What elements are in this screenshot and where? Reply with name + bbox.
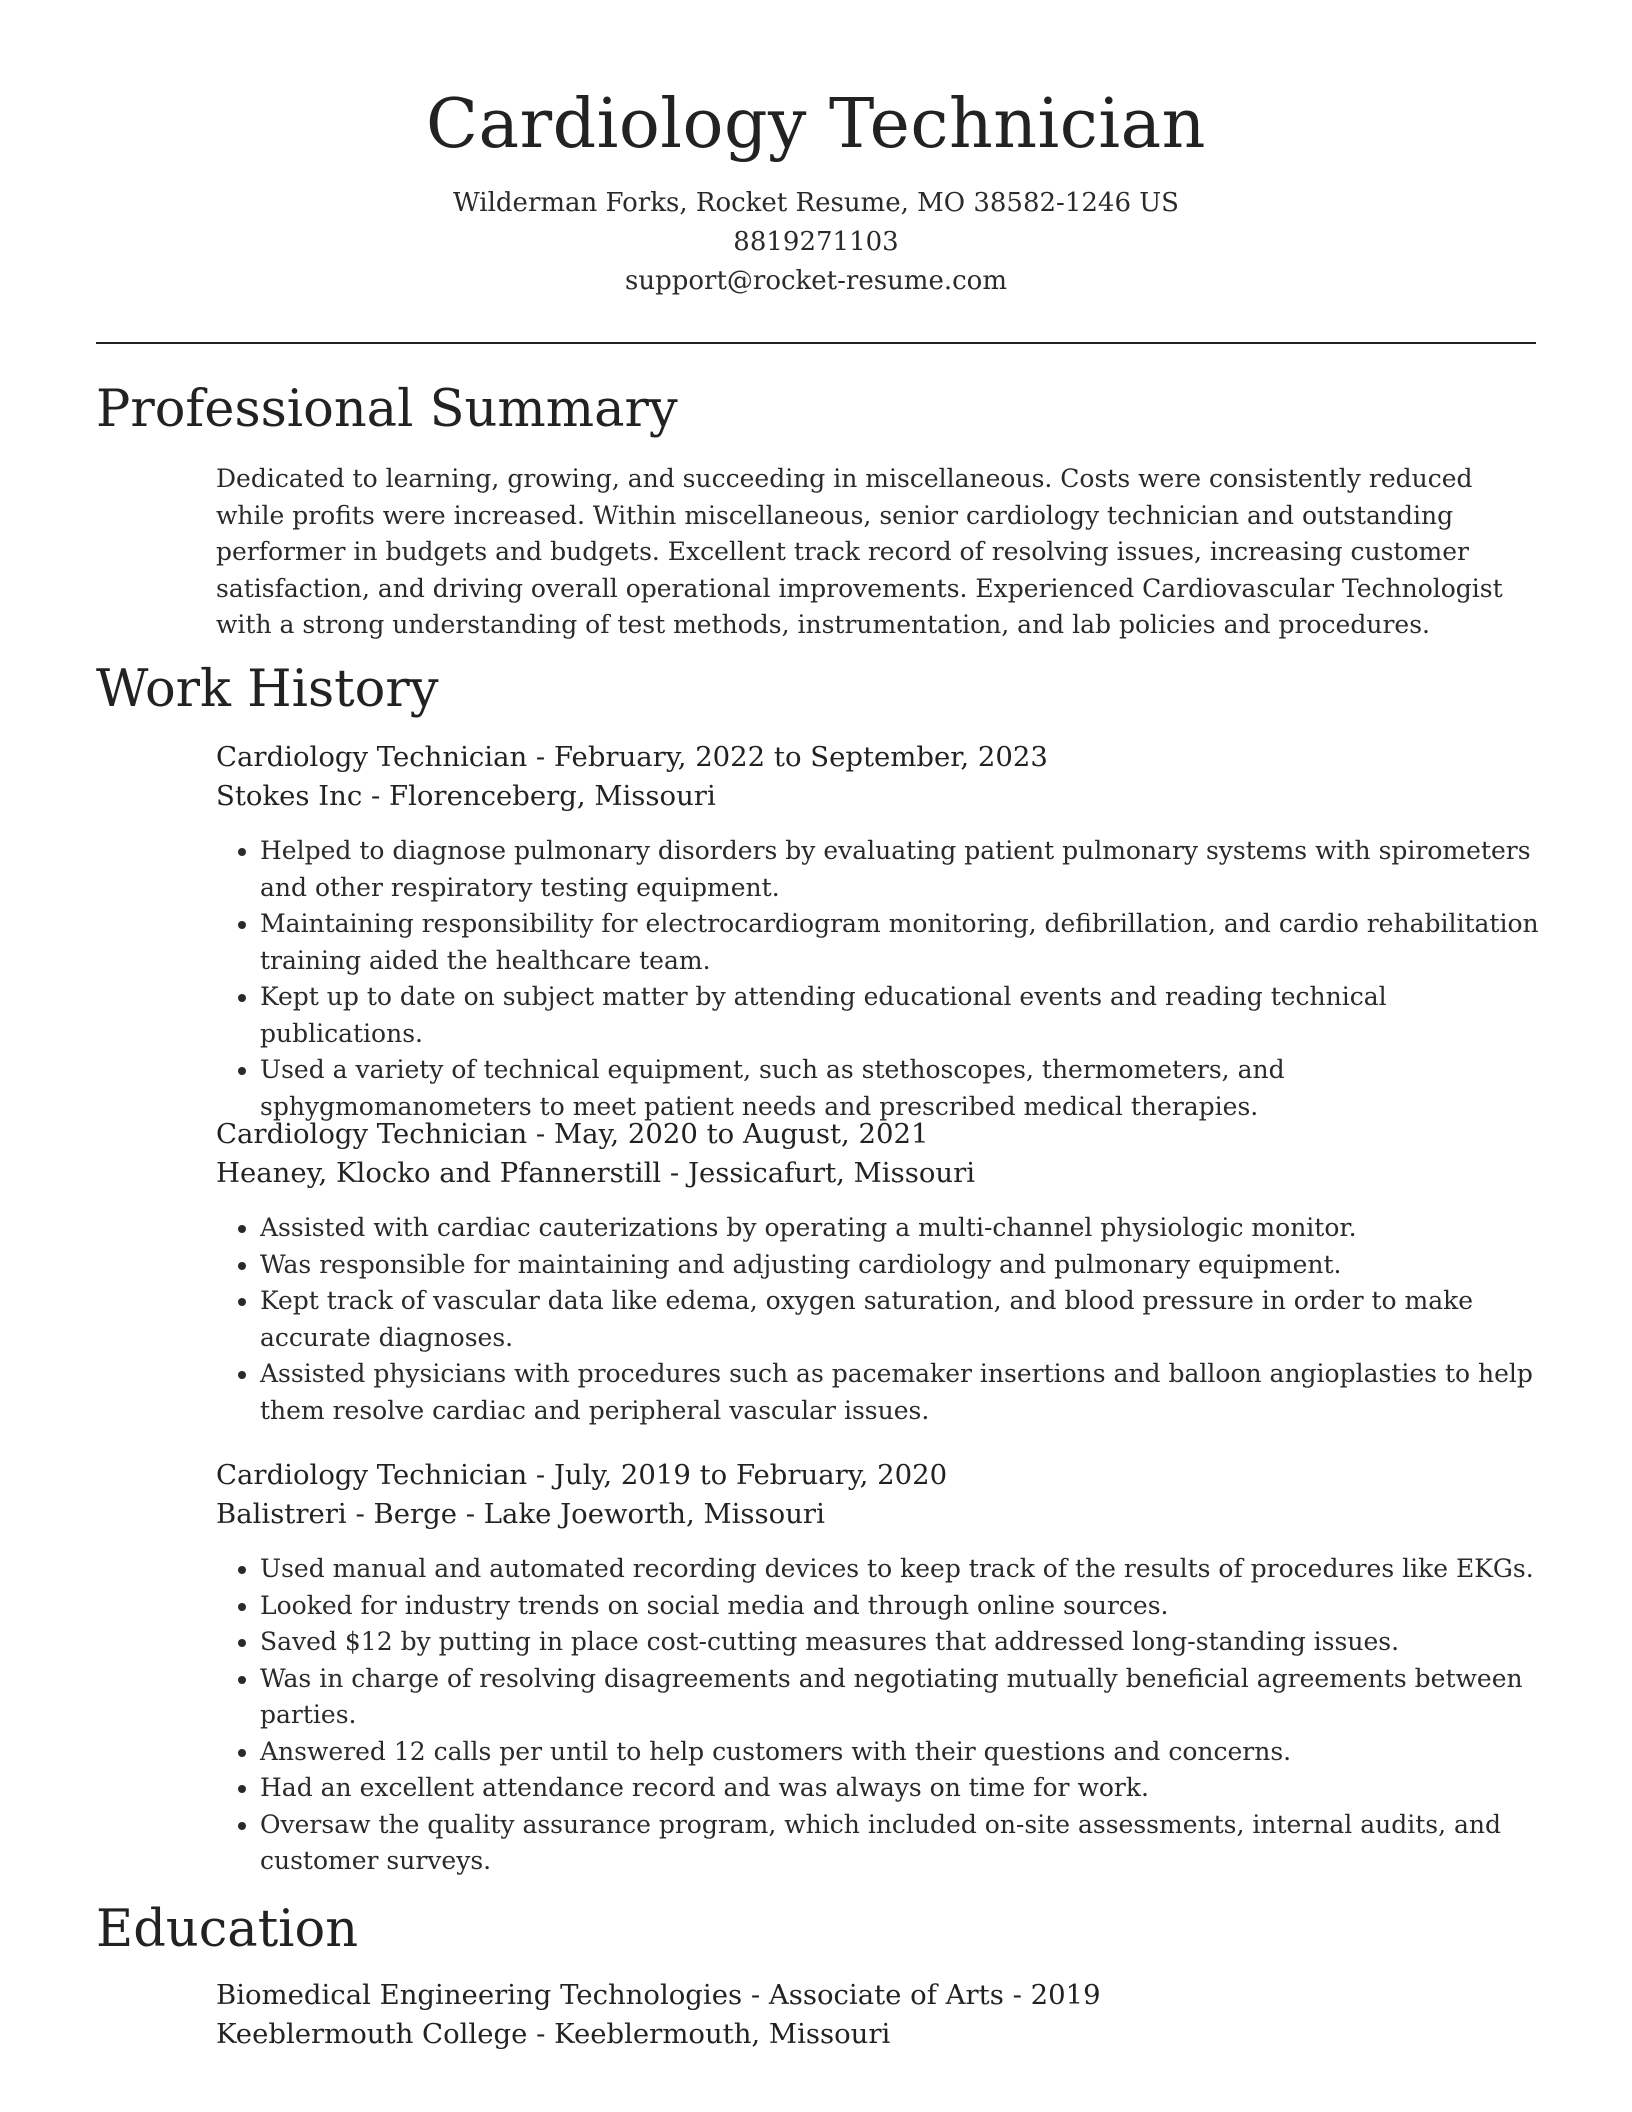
- job-dates: May, 2020 to August, 2021: [553, 1118, 929, 1150]
- job-title: Cardiology Technician: [216, 1118, 528, 1150]
- summary-text: Dedicated to learning, growing, and succeeding in miscellaneous. Costs were consistently reduced while profits were increased. Within miscellaneous, senior cardiology technician and outstanding performer in budgets and budgets. Excellent track record of resolving issues, increasing customer satisfaction, and driving overall operational improvements. Experienced Cardiovascular Technologist with a strong understanding of test methods, instrumentation, and lab policies and procedures.: [216, 464, 1503, 639]
- job-company-line: [216, 1154, 1546, 1193]
- education-school: Keeblermouth College: [216, 2018, 528, 2050]
- job-bullet: • Assisted physicians with procedures such as pacemaker insertions and balloon angioplasties to help them resolve cardiac and peripheral vascular issues.: [260, 1356, 1546, 1429]
- job-bullet: • Kept track of vascular data like edema, oxygen saturation, and blood pressure in order to make accurate diagnoses.: [260, 1283, 1546, 1356]
- header-divider: [96, 342, 1536, 344]
- separator: -: [527, 1118, 554, 1150]
- job-entry: [216, 1115, 1546, 1429]
- job-title-line: [216, 1115, 1546, 1154]
- job-title-line: [216, 738, 1546, 777]
- job-bullet: • Assisted with cardiac cauterizations by operating a multi-channel physiologic monitor.: [260, 1210, 1546, 1247]
- contact-email: support@rocket-resume.com: [624, 266, 1007, 296]
- education-year: 2019: [1030, 1979, 1101, 2011]
- candidate-name: Cardiology Technician: [426, 85, 1206, 164]
- job-company-line: [216, 1495, 1546, 1534]
- job-bullet: • Oversaw the quality assurance program, which included on-site assessments, internal audits, and customer surveys.: [260, 1807, 1546, 1880]
- job-location: Lake Joeworth, Missouri: [483, 1498, 825, 1530]
- job-bullet: • Used a variety of technical equipment, such as stethoscopes, thermometers, and sphygmomanometers to meet patient needs and prescribed medical therapies.: [260, 1052, 1546, 1125]
- education-entry: [216, 1976, 1546, 2054]
- job-bullet: • Answered 12 calls per until to help customers with their questions and concerns.: [260, 1734, 1546, 1771]
- contact-address: Wilderman Forks, Rocket Resume, MO 38582-1246 US: [453, 188, 1179, 218]
- job-location: Florenceberg, Missouri: [389, 780, 716, 812]
- job-title: Cardiology Technician: [216, 1459, 528, 1491]
- education-heading: Education: [96, 1900, 359, 1959]
- job-bullet: • Looked for industry trends on social media and through online sources.: [260, 1588, 1546, 1625]
- education-degree-line: [216, 1976, 1546, 2015]
- education-location: Keeblermouth, Missouri: [554, 2018, 891, 2050]
- job-bullet: • Maintaining responsibility for electrocardiogram monitoring, defibrillation, and cardio rehabilitation training aided the healthcare team.: [260, 906, 1546, 979]
- resume-header: [0, 80, 1632, 301]
- education-school-line: [216, 2015, 1546, 2054]
- separator: -: [362, 780, 389, 812]
- separator: -: [742, 1979, 769, 2011]
- job-entry: [216, 1456, 1546, 1880]
- job-entry: [216, 738, 1546, 1125]
- contact-phone: 8819271103: [733, 227, 899, 257]
- job-bullet: • Kept up to date on subject matter by attending educational events and reading technical publications.: [260, 979, 1546, 1052]
- job-title-line: [216, 1456, 1546, 1495]
- job-dates: July, 2019 to February, 2020: [553, 1459, 948, 1491]
- separator: -: [527, 1459, 554, 1491]
- summary-heading: Professional Summary: [96, 380, 678, 439]
- job-bullet-list: [216, 1210, 1546, 1429]
- separator: -: [527, 741, 554, 773]
- job-bullet: • Used manual and automated recording devices to keep track of the results of procedures like EKGs.: [260, 1551, 1546, 1588]
- job-bullet: • Saved $12 by putting in place cost-cutting measures that addressed long-standing issues.: [260, 1624, 1546, 1661]
- job-bullet: • Had an excellent attendance record and was always on time for work.: [260, 1770, 1546, 1807]
- job-title: Cardiology Technician: [216, 741, 528, 773]
- education-degree: Associate of Arts: [768, 1979, 1004, 2011]
- separator: -: [457, 1498, 484, 1530]
- job-company: Stokes Inc: [216, 780, 363, 812]
- job-bullet: • Was responsible for maintaining and adjusting cardiology and pulmonary equipment.: [260, 1247, 1546, 1284]
- job-company-line: [216, 777, 1546, 816]
- job-company: Heaney, Klocko and Pfannerstill: [216, 1157, 662, 1189]
- separator: -: [1003, 1979, 1031, 2011]
- separator: -: [661, 1157, 688, 1189]
- work-history-heading: Work History: [96, 660, 439, 719]
- job-bullet: • Was in charge of resolving disagreements and negotiating mutually beneficial agreements between parties.: [260, 1661, 1546, 1734]
- education-field: Biomedical Engineering Technologies: [216, 1979, 743, 2011]
- job-bullet: • Helped to diagnose pulmonary disorders by evaluating patient pulmonary systems with spirometers and other respiratory testing equipment.: [260, 833, 1546, 906]
- separator: -: [527, 2018, 555, 2050]
- job-bullet-list: [216, 833, 1546, 1125]
- job-bullet-list: [216, 1551, 1546, 1880]
- job-dates: February, 2022 to September, 2023: [553, 741, 1048, 773]
- job-location: Jessicafurt, Missouri: [687, 1157, 976, 1189]
- job-company: Balistreri - Berge: [216, 1498, 458, 1530]
